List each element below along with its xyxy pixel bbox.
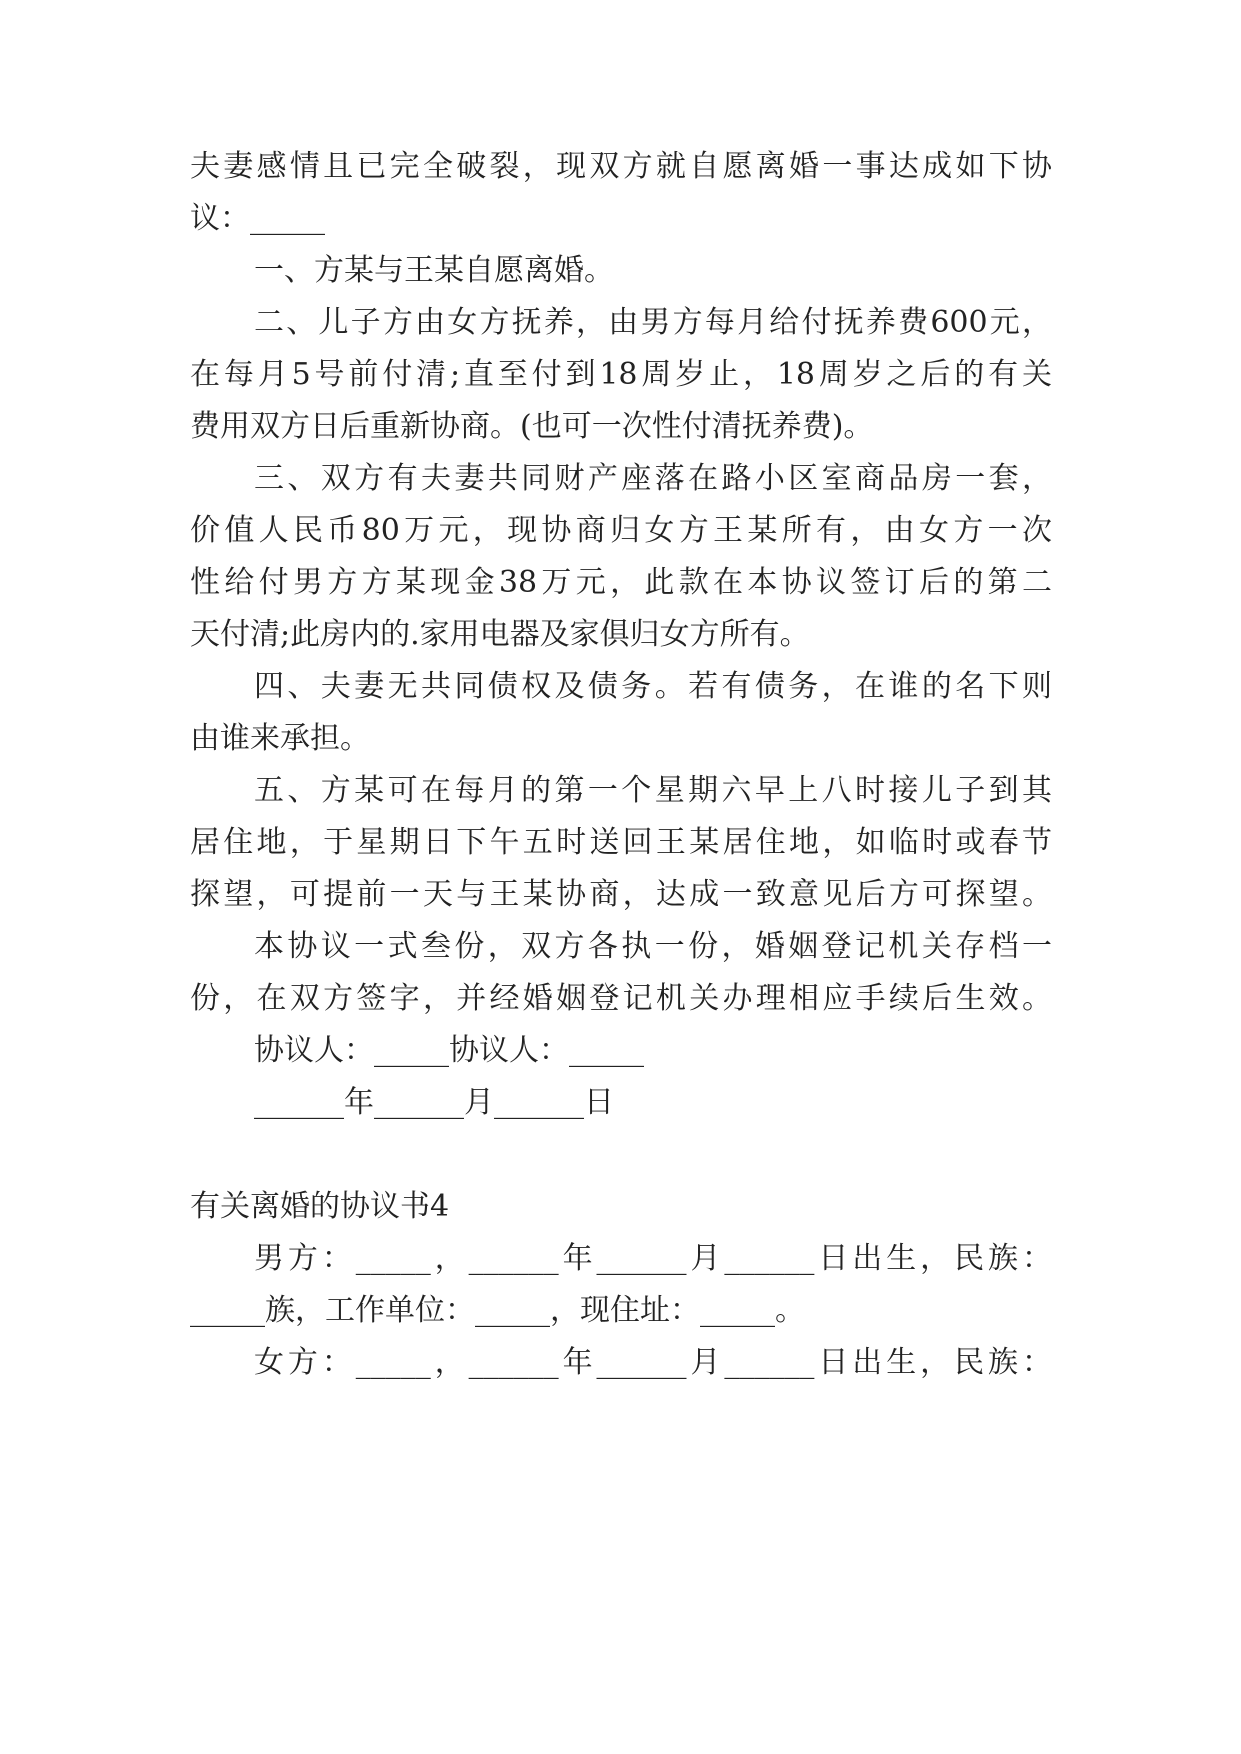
- clause-5-line-3: 探望，可提前一天与王某协商，达成一致意见后方可探望。: [190, 877, 1052, 912]
- husband-info-line-1: 男方：_____，______年______月______日出生，民族：: [254, 1241, 1052, 1276]
- clause-2-line-3: 费用双方日后重新协商。(也可一次性付清抚养费)。: [190, 409, 874, 444]
- clause-2-line-1: 二、儿子方由女方抚养，由男方每月给付抚养费600元，: [254, 305, 1052, 340]
- husband-info-line-2: _____族，工作单位：_____，现住址：_____。: [190, 1293, 805, 1328]
- clause-3-line-4: 天付清;此房内的.家用电器及家俱归女方所有。: [190, 617, 810, 652]
- section-heading: 有关离婚的协议书4: [190, 1189, 450, 1224]
- copies-clause-line-1: 本协议一式叁份，双方各执一份，婚姻登记机关存档一: [254, 929, 1052, 964]
- clause-5-line-1: 五、方某可在每月的第一个星期六早上八时接儿子到其: [254, 773, 1052, 808]
- date-line: ______年______月______日: [254, 1085, 614, 1120]
- copies-clause-line-2: 份，在双方签字，并经婚姻登记机关办理相应手续后生效。: [190, 981, 1052, 1016]
- clause-3-line-2: 价值人民币80万元，现协商归女方王某所有，由女方一次: [190, 513, 1052, 548]
- clause-5-line-2: 居住地，于星期日下午五时送回王某居住地，如临时或春节: [190, 825, 1052, 860]
- clause-1-line-1: 一、方某与王某自愿离婚。: [254, 253, 614, 288]
- wife-info-line-1: 女方：_____，______年______月______日出生，民族：: [254, 1345, 1052, 1380]
- clause-4-line-1: 四、夫妻无共同债权及债务。若有债务，在谁的名下则: [254, 669, 1052, 704]
- paragraph-intro-line-2: 议：_____: [190, 201, 325, 236]
- clause-2-line-2: 在每月5号前付清;直至付到18周岁止，18周岁之后的有关: [190, 357, 1052, 392]
- clause-3-line-1: 三、双方有夫妻共同财产座落在路小区室商品房一套，: [254, 461, 1052, 496]
- signatories-line: 协议人：_____协议人：_____: [254, 1033, 644, 1068]
- paragraph-intro-line-1: 夫妻感情且已完全破裂，现双方就自愿离婚一事达成如下协: [190, 149, 1052, 184]
- clause-3-line-3: 性给付男方方某现金38万元，此款在本协议签订后的第二: [190, 565, 1052, 600]
- clause-4-line-2: 由谁来承担。: [190, 721, 370, 756]
